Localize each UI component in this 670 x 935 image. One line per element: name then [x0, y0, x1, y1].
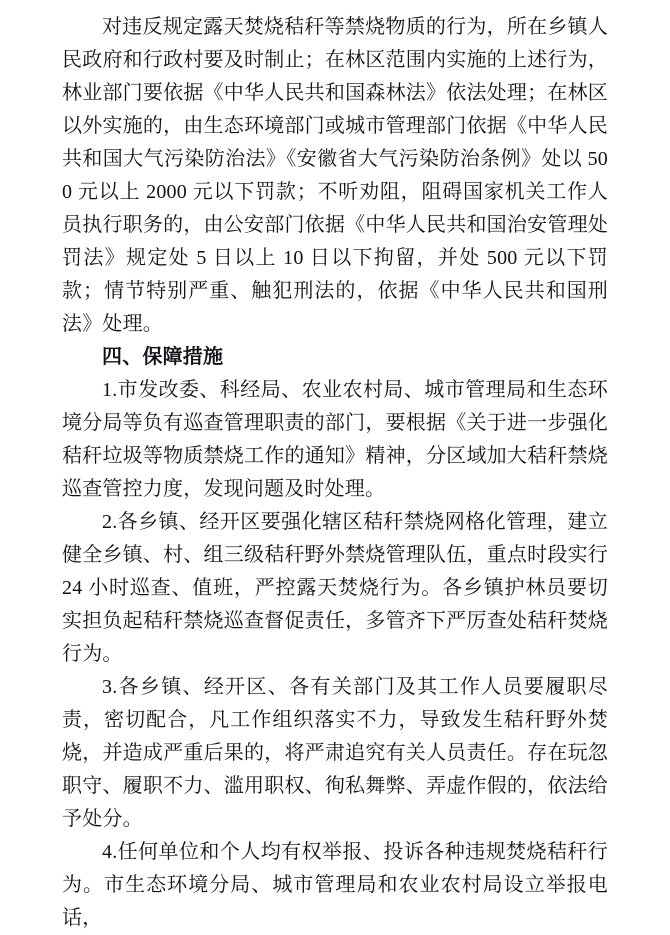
paragraph: 1.市发改委、科经局、农业农村局、城市管理局和生态环境分局等负有巡查管理职责的部门，要根据《关于进一步强化秸秆垃圾等物质禁烧工作的通知》精神，分区域加大秸秆禁烧巡查管控力度，发现问题及时处理。 [62, 379, 608, 500]
paragraph: 4.任何单位和个人均有权举报、投诉各种违规焚烧秸秆行为。市生态环境分局、城市管理局和农业农村局设立举报电话， [62, 841, 608, 929]
paragraph: 2.各乡镇、经开区要强化辖区秸秆禁烧网格化管理，建立健全乡镇、村、组三级秸秆野外禁烧管理队伍，重点时段实行 24 小时巡查、值班，严控露天焚烧行为。各乡镇护林员要切实担负起秸秆禁烧巡查督促责任，多管齐下严厉查处秸秆焚烧行为。 [62, 511, 608, 665]
section-heading: 四、保障措施 [102, 346, 224, 368]
paragraph: 3.各乡镇、经开区、各有关部门及其工作人员要履职尽责，密切配合，凡工作组织落实不力，导致发生秸秆野外焚烧，并造成严重后果的，将严肃追究有关人员责任。存在玩忽职守、履职不力、滥用职权、徇私舞弊、弄虚作假的，依法给予处分。 [62, 676, 608, 830]
paragraph: 对违反规定露天焚烧秸秆等禁烧物质的行为，所在乡镇人民政府和行政村要及时制止；在林区范围内实施的上述行为，林业部门要依据《中华人民共和国森林法》依法处理；在林区以外实施的，由生态环境部门或城市管理部门依据《中华人民共和国大气污染防治法》《安徽省大气污染防治条例》处以 500 元以上 2000 元以下罚款；不听劝阻，阻碍国家机关工作人员执行职务的，由公安部门依据《中华人民共和国治安管理处罚法》规定处 5 日以上 10 日以下拘留，并处 500 元以下罚款；情节特别严重、触犯刑法的，依据《中华人民共和国刑法》处理。 [62, 16, 608, 335]
document-body [62, 11, 608, 935]
